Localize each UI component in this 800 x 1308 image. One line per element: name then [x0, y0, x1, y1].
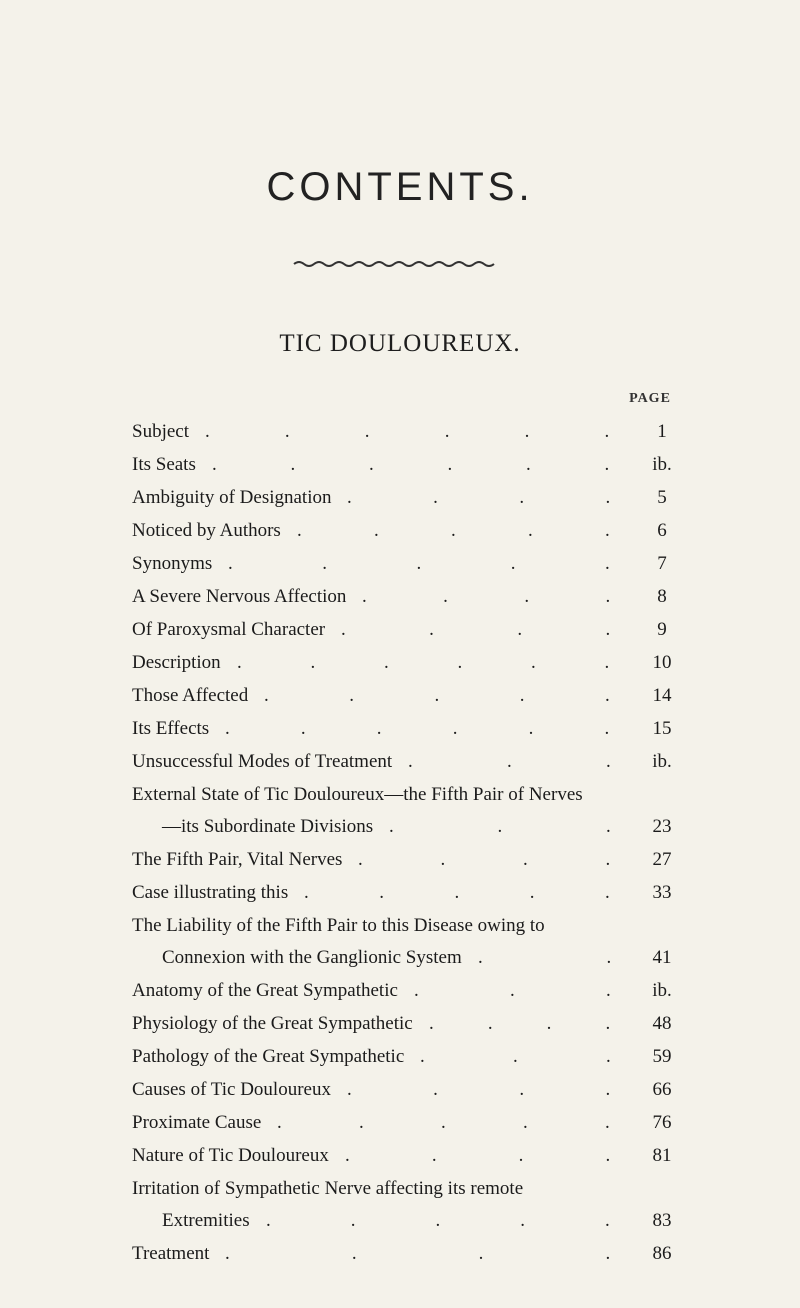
toc-entry-leader: . . . . .: [264, 685, 610, 706]
toc-entry-title: Ambiguity of Designation: [132, 487, 332, 508]
toc-entry-leader: . . . .: [341, 619, 611, 640]
table-of-contents: [132, 415, 692, 1270]
toc-entry: [132, 481, 692, 514]
toc-entry: [132, 811, 692, 843]
toc-entry: [132, 613, 692, 646]
toc-page-number: 10: [652, 652, 672, 673]
toc-entry: [132, 1172, 692, 1205]
toc-entry-title: Proximate Cause: [132, 1112, 262, 1133]
toc-entry-title: Extremities: [162, 1210, 250, 1231]
toc-entry-leader: . . . . .: [304, 882, 610, 903]
toc-entry: [132, 909, 692, 942]
toc-entry-leader: . . . .: [225, 1243, 611, 1264]
toc-entry-title: Pathology of the Great Sympathetic: [132, 1046, 405, 1067]
toc-entry-title: Synonyms: [132, 553, 213, 574]
toc-entry: [132, 778, 692, 811]
toc-page-number: 27: [652, 849, 672, 870]
toc-entry: [132, 942, 692, 974]
toc-entry: [132, 712, 692, 745]
toc-entry-title: Its Effects: [132, 718, 210, 739]
toc-entry-leader: . . . . .: [277, 1112, 610, 1133]
toc-page-number: 86: [652, 1243, 672, 1264]
toc-page-number: 23: [652, 816, 672, 837]
toc-entry: [132, 1237, 692, 1270]
toc-entry-title: Description: [132, 652, 221, 673]
toc-entry-title: A Severe Nervous Affection: [132, 586, 347, 607]
toc-entry: [132, 514, 692, 547]
toc-entry: [132, 1139, 692, 1172]
toc-entry: [132, 547, 692, 580]
toc-page-number: 48: [652, 1013, 672, 1034]
toc-page-number: 8: [657, 586, 667, 607]
toc-entry-leader: . . . .: [362, 586, 611, 607]
toc-entry-title: Connexion with the Ganglionic System: [162, 947, 462, 968]
toc-page-number: 33: [652, 882, 672, 903]
toc-entry-leader: . . . . . .: [205, 421, 610, 442]
toc-page-number: ib.: [652, 751, 672, 772]
toc-page-number: 66: [652, 1079, 672, 1100]
toc-page-number: 76: [652, 1112, 672, 1133]
toc-entry-leader: . . . .: [358, 849, 611, 870]
toc-entry: [132, 580, 692, 613]
toc-page-number: 5: [657, 487, 667, 508]
toc-entry-leader: . .: [478, 947, 612, 968]
decorative-rule: [292, 258, 502, 270]
toc-page-number: 1: [657, 421, 667, 442]
toc-page-number: 41: [652, 947, 672, 968]
toc-entry-leader: . . . . . .: [212, 454, 610, 475]
toc-entry-title: Noticed by Authors: [132, 520, 281, 541]
toc-entry: [132, 679, 692, 712]
toc-entry-leader: . . .: [414, 980, 611, 1001]
toc-entry-title: —its Subordinate Divisions: [162, 816, 374, 837]
toc-entry-leader: . . . . . .: [225, 718, 610, 739]
toc-entry-leader: . . .: [389, 816, 611, 837]
toc-entry-title: Its Seats: [132, 454, 196, 475]
toc-page-number: ib.: [652, 980, 672, 1001]
toc-entry: [132, 974, 692, 1007]
toc-entry: [132, 1007, 692, 1040]
contents-title: CONTENTS.: [266, 165, 534, 209]
toc-entry: [132, 1040, 692, 1073]
toc-entry-title: Treatment: [132, 1243, 210, 1264]
toc-entry-leader: . . . . .: [266, 1210, 610, 1231]
toc-entry-title: Causes of Tic Douloureux: [132, 1079, 331, 1100]
toc-entry-leader: . . . . . .: [237, 652, 610, 673]
toc-entry-title: External State of Tic Douloureux—the Fifth Pair of Nerves: [132, 784, 583, 805]
toc-entry-title: Anatomy of the Great Sympathetic: [132, 980, 398, 1001]
toc-entry-leader: . . . . .: [228, 553, 610, 574]
toc-entry-title: The Liability of the Fifth Pair to this Disease owing to: [132, 915, 545, 936]
toc-entry: [132, 415, 692, 448]
toc-page-number: 9: [657, 619, 667, 640]
toc-entry-leader: . . . .: [345, 1145, 611, 1166]
toc-entry-leader: . . . .: [347, 1079, 611, 1100]
toc-page-number: 6: [657, 520, 667, 541]
toc-entry-title: Subject: [132, 421, 189, 442]
toc-page-number: 81: [652, 1145, 672, 1166]
toc-entry-title: Case illustrating this: [132, 882, 289, 903]
toc-page-number: ib.: [652, 454, 672, 475]
toc-entry-leader: . . . .: [429, 1013, 611, 1034]
toc-entry-leader: . . .: [420, 1046, 611, 1067]
toc-entry-title: Unsuccessful Modes of Treatment: [132, 751, 393, 772]
toc-entry: [132, 843, 692, 876]
toc-page-number: 83: [652, 1210, 672, 1231]
section-title: TIC DOULOUREUX.: [279, 330, 521, 357]
toc-entry-title: Nature of Tic Douloureux: [132, 1145, 329, 1166]
toc-entry: [132, 745, 692, 778]
toc-page-number: 14: [652, 685, 672, 706]
toc-entry-leader: . . .: [408, 751, 611, 772]
toc-entry: [132, 448, 692, 481]
toc-page-number: 15: [652, 718, 672, 739]
toc-page-number: 7: [657, 553, 667, 574]
toc-entry-leader: . . . .: [347, 487, 611, 508]
toc-entry: [132, 876, 692, 909]
toc-entry: [132, 1073, 692, 1106]
toc-entry-title: The Fifth Pair, Vital Nerves: [132, 849, 343, 870]
toc-entry: [132, 646, 692, 679]
toc-entry: [132, 1205, 692, 1237]
toc-entry-title: Physiology of the Great Sympathetic: [132, 1013, 413, 1034]
toc-entry-title: Irritation of Sympathetic Nerve affecting its remote: [132, 1178, 524, 1199]
toc-entry-title: Those Affected: [132, 685, 249, 706]
toc-entry: [132, 1106, 692, 1139]
toc-entry-title: Of Paroxysmal Character: [132, 619, 326, 640]
toc-page-number: 59: [652, 1046, 672, 1067]
page-column-header: PAGE: [629, 391, 671, 406]
toc-entry-leader: . . . . .: [297, 520, 610, 541]
